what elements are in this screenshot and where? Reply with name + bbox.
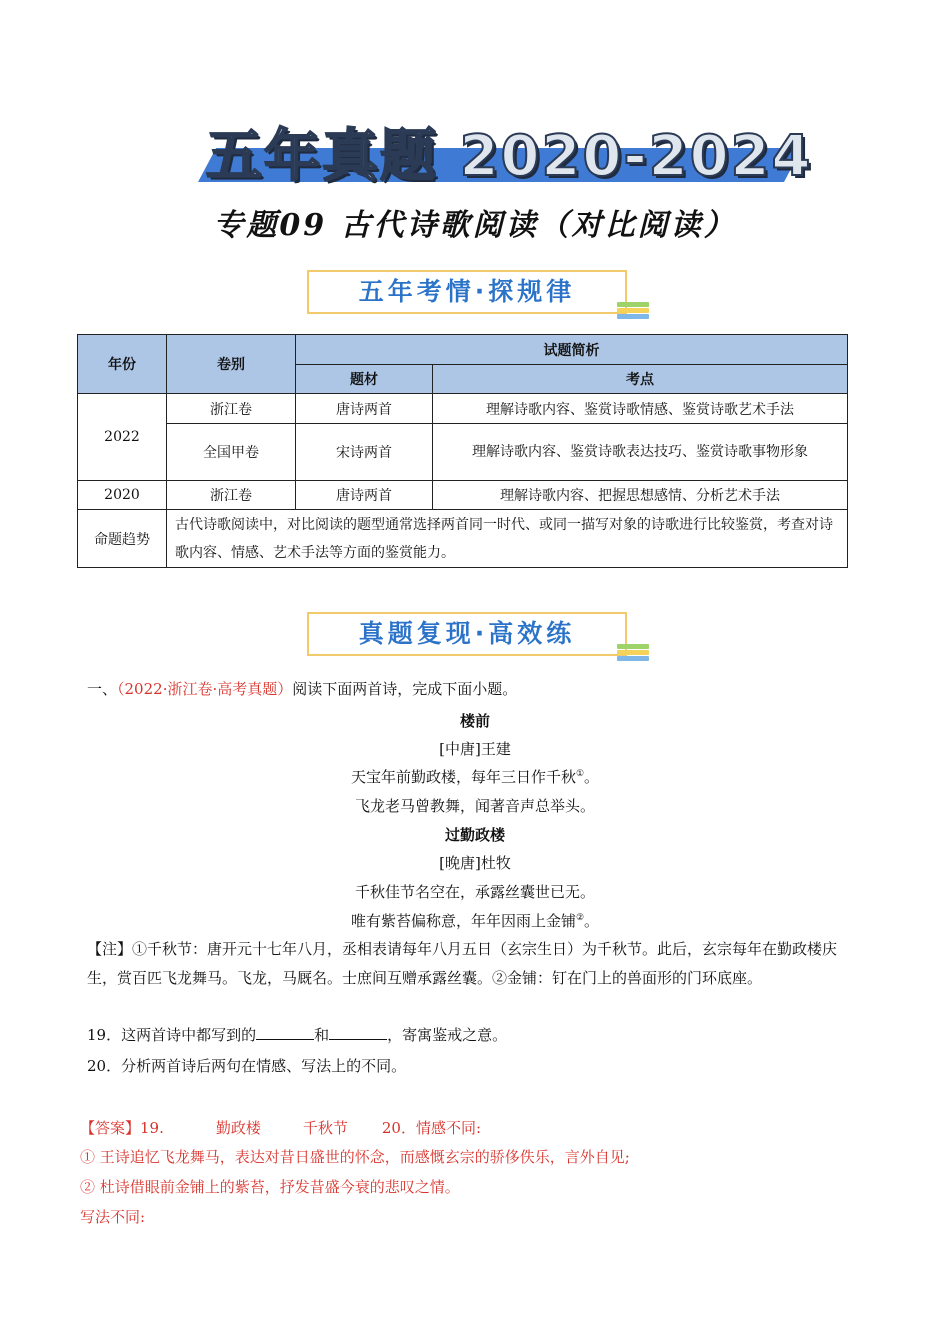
question-instruction: 阅读下面两首诗，完成下面小题。: [292, 680, 518, 698]
poem2-line2: 唯有紫苔偏称意，年年因雨上金铺②。: [350, 912, 600, 930]
footnote-mark: ②: [575, 913, 585, 923]
table-row: [78, 481, 848, 510]
cell-topic: 唐诗两首: [296, 481, 433, 510]
cell-point: 理解诗歌内容、鉴赏诗歌表达技巧、鉴赏诗歌事物形象: [433, 424, 848, 481]
table-row: [78, 424, 848, 481]
answer-header: [80, 1114, 481, 1142]
footnote-mark: ①: [575, 769, 585, 779]
header-point: 考点: [433, 365, 848, 394]
banner-text: 五年真题 2020-2024: [206, 124, 813, 189]
header-year: 年份: [78, 335, 167, 394]
books-icon: [617, 642, 651, 664]
poem2-line1: 千秋佳节名空在，承露丝囊世已无。: [354, 883, 595, 901]
answer-line-3: 写法不同:: [80, 1208, 146, 1226]
question-19: 19．这两首诗中都写到的 和 ，寄寓鉴戒之意。: [87, 1026, 508, 1044]
answer-line-2: ② 杜诗借眼前金铺上的紫苔，抒发昔盛今衰的悲叹之情。: [80, 1178, 460, 1196]
cell-point: 理解诗歌内容、把握思想感情、分析艺术手法: [433, 481, 848, 510]
document-title: 专题09 古代诗歌阅读（对比阅读）: [213, 208, 737, 243]
cell-year: 2022: [78, 394, 167, 481]
section-badge-label: 五年考情·探规律: [358, 277, 576, 306]
header-analysis: 试题简析: [296, 335, 848, 365]
poem2-author: [晚唐]杜牧: [439, 854, 511, 872]
header-paper: 卷别: [167, 335, 296, 394]
question-20: 20．分析两首诗后两句在情感、写法上的不同。: [87, 1057, 407, 1075]
answer-19-2: 千秋节: [302, 1119, 348, 1137]
section-badge-practice: [307, 612, 627, 656]
cell-year: 2020: [78, 481, 167, 510]
answer-label: 【答案】19.: [80, 1119, 164, 1137]
answer-20-heading: 20．情感不同:: [381, 1119, 482, 1137]
cell-trend-label: 命题趋势: [78, 510, 167, 568]
books-icon: [617, 300, 651, 322]
poem1-author: [中唐]王建: [439, 740, 511, 758]
poem1-line1: 天宝年前勤政楼，每年三日作千秋①。: [350, 768, 600, 786]
poem2-title: 过勤政楼: [444, 826, 505, 844]
section-badge-label: 真题复现·高效练: [358, 619, 576, 648]
cell-paper: 全国甲卷: [167, 424, 296, 481]
poem1-line2: 飞龙老马曾教舞，闻著音声总举头。: [354, 797, 595, 815]
question-source: （2022·浙江卷·高考真题）: [117, 680, 293, 698]
table-row-trend: [78, 510, 848, 568]
poem-notes: 【注】①千秋节：唐开元十七年八月，丞相表请每年八月五日（玄宗生日）为千秋节。此后，玄宗每年在勤政楼庆生，赏百匹飞龙舞马。飞龙，马厩名。士庶间互赠承露丝囊。②金铺：钉在门上的兽面形的门环底座。: [87, 940, 838, 987]
answer-blank: [329, 1025, 387, 1040]
header-banner: [180, 112, 813, 189]
answer-19-1: 勤政楼: [215, 1119, 261, 1137]
cell-topic: 唐诗两首: [296, 394, 433, 424]
cell-trend-text: 古代诗歌阅读中，对比阅读的题型通常选择两首同一时代、或同一描写对象的诗歌进行比较鉴赏，考查对诗歌内容、情感、艺术手法等方面的鉴赏能力。: [167, 510, 848, 568]
exam-analysis-table: [77, 334, 848, 568]
cell-paper: 浙江卷: [167, 481, 296, 510]
answer-blank: [256, 1025, 314, 1040]
header-topic: 题材: [296, 365, 433, 394]
cell-topic: 宋诗两首: [296, 424, 433, 481]
cell-point: 理解诗歌内容、鉴赏诗歌情感、鉴赏诗歌艺术手法: [433, 394, 848, 424]
question-intro: [87, 675, 517, 703]
poem1-title: 楼前: [459, 712, 490, 730]
cell-paper: 浙江卷: [167, 394, 296, 424]
answer-line-1: ① 王诗追忆飞龙舞马，表达对昔日盛世的怀念，而感慨玄宗的骄侈佚乐，言外自见;: [80, 1148, 630, 1166]
question-number: 一、: [87, 680, 118, 698]
section-badge-trends: [307, 270, 627, 314]
table-row: [78, 394, 848, 424]
